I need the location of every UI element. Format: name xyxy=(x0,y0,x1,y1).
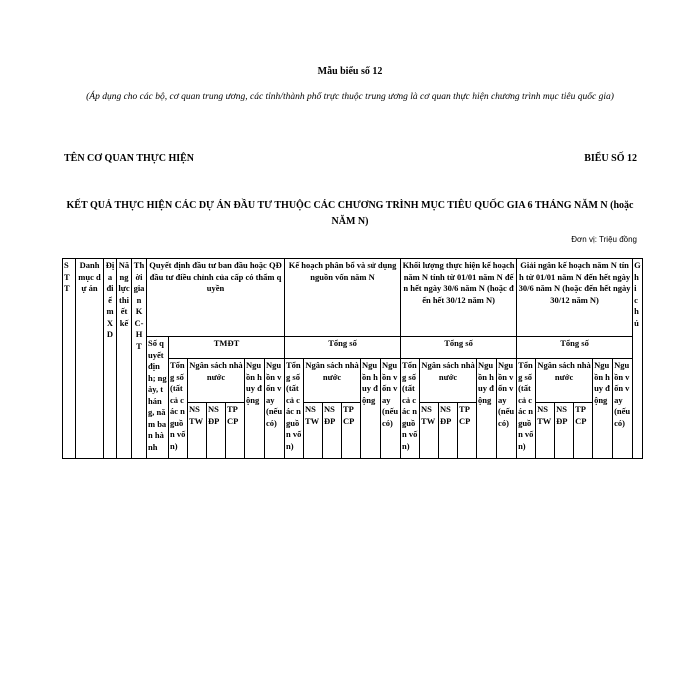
disbursed-ns-tw-header: NS TW xyxy=(536,403,555,459)
plan-tpcp-header: TP CP xyxy=(342,403,361,459)
col-project: Danh mục dự án xyxy=(76,259,104,459)
plan-loan-header: Nguồn vốn vay (nếu có) xyxy=(381,359,401,459)
plan-budget-header: Ngân sách nhà nước xyxy=(304,359,361,403)
tmdt-mobilized-header: Nguồn huy động xyxy=(245,359,265,459)
plan-total-header: Tổng số xyxy=(285,337,401,359)
col-capacity: Năng lực thiết kế xyxy=(117,259,132,459)
col-decision: Quyết định đầu tư ban đầu hoặc QĐ đầu tư điều chỉnh của cấp có thẩm quyền xyxy=(147,259,285,337)
tmdt-header: TMĐT xyxy=(169,337,285,359)
disbursed-total-header: Tổng số xyxy=(517,337,633,359)
disbursed-tpcp-header: TP CP xyxy=(574,403,593,459)
tmdt-total-all-header: Tổng số (tất cả các nguồn vốn) xyxy=(169,359,188,459)
plan-mobilized-header: Nguồn huy động xyxy=(361,359,381,459)
tmdt-ns-tw-header: NS TW xyxy=(188,403,207,459)
tmdt-loan-header: Nguồn vốn vay (nếu có) xyxy=(265,359,285,459)
plan-ns-dp-header: NS ĐP xyxy=(323,403,342,459)
disbursed-loan-header: Nguồn vốn vay (nếu có) xyxy=(613,359,633,459)
tmdt-ns-dp-header: NS ĐP xyxy=(207,403,226,459)
implementing-agency-label: TÊN CƠ QUAN THỰC HIỆN xyxy=(64,153,195,164)
volume-total-header: Tổng số xyxy=(401,337,517,359)
volume-ns-dp-header: NS ĐP xyxy=(439,403,458,459)
volume-loan-header: Nguồn vốn vay (nếu có) xyxy=(497,359,517,459)
report-table xyxy=(62,258,643,459)
volume-ns-tw-header: NS TW xyxy=(420,403,439,459)
volume-mobilized-header: Nguồn huy động xyxy=(477,359,497,459)
tmdt-budget-header: Ngân sách nhà nước xyxy=(188,359,245,403)
header-row xyxy=(63,259,643,337)
disbursed-mobilized-header: Nguồn huy động xyxy=(593,359,613,459)
form-code: BIỂU SỐ 12 xyxy=(584,153,637,164)
col-plan: Kế hoạch phân bổ và sử dụng nguồn vốn năm N xyxy=(285,259,401,337)
disbursed-ns-dp-header: NS ĐP xyxy=(555,403,574,459)
report-title: KẾT QUẢ THỰC HIỆN CÁC DỰ ÁN ĐẦU TƯ THUỘC CÁC CHƯƠNG TRÌNH MỤC TIÊU QUỐC GIA 6 THÁNG NĂM N (hoặc NĂM N) xyxy=(66,200,634,227)
tmdt-tpcp-header: TP CP xyxy=(226,403,245,459)
decision-number-header: Số quyết định; ngày, tháng, năm ban hành xyxy=(147,337,169,459)
unit-label: Đơn vị: Triệu đồng xyxy=(571,235,637,244)
col-disbursed: Giải ngân kế hoạch năm N tính từ 01/01 năm N đến hết ngày 30/6 năm N (hoặc đến hết ngày 30/12 năm N) xyxy=(517,259,633,337)
applicability-note: (Áp dụng cho các bộ, cơ quan trung ương, các tỉnh/thành phố trực thuộc trung ương là cơ quan thực hiện chương trình mục tiêu quốc gia) xyxy=(86,92,614,102)
plan-ns-tw-header: NS TW xyxy=(304,403,323,459)
disbursed-budget-header: Ngân sách nhà nước xyxy=(536,359,593,403)
volume-total-all-header: Tổng số (tất cả các nguồn vốn) xyxy=(401,359,420,459)
volume-tpcp-header: TP CP xyxy=(458,403,477,459)
form-number: Mẫu biểu số 12 xyxy=(317,66,383,77)
col-stt: STT xyxy=(63,259,76,459)
header-row xyxy=(63,337,643,359)
disbursed-total-all-header: Tổng số (tất cả các nguồn vốn) xyxy=(517,359,536,459)
volume-budget-header: Ngân sách nhà nước xyxy=(420,359,477,403)
col-note: Ghi chú xyxy=(633,259,643,459)
plan-total-all-header: Tổng số (tất cả các nguồn vốn) xyxy=(285,359,304,459)
col-location: Địa điểm XD xyxy=(104,259,117,459)
col-time: Thời gian KC-HT xyxy=(132,259,147,459)
col-volume: Khối lượng thực hiện kế hoạch năm N tính từ 01/01 năm N đến hết ngày 30/6 năm N (hoặc đến hết 30/12 năm N) xyxy=(401,259,517,337)
